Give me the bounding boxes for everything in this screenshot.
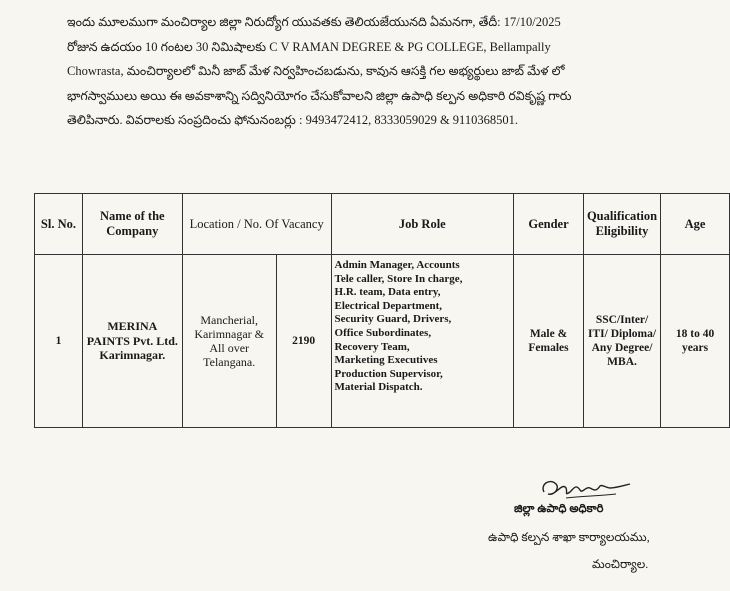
job-role-line: Security Guard, Drivers, bbox=[334, 313, 452, 326]
header-gender: Gender bbox=[514, 194, 584, 255]
job-role-line: Production Supervisor, bbox=[334, 367, 443, 380]
officer-title: జిల్లా ఉపాధి అధికారి bbox=[514, 503, 604, 515]
job-role-line: Office Subordinates, bbox=[334, 326, 432, 339]
header-job-role: Job Role bbox=[331, 194, 514, 255]
table-header-row bbox=[35, 194, 730, 255]
notice-line-1: ఇందు మూలముగా మంచిర్యాల జిల్లా నిరుద్యోగ యువతకు తెలియజేయునది ఏమనగా, తేదీ: 17/10/2025 bbox=[67, 15, 561, 29]
header-sl-no: Sl. No. bbox=[35, 194, 83, 255]
table-row bbox=[35, 255, 730, 428]
notice-line-3: Chowrasta, మంచిర్యాలలో మినీ జాబ్ మేళ నిర్వహించబడును, కావున ఆసక్తి గల అభ్యర్థులు జాబ్ మేళ లో bbox=[67, 64, 565, 78]
office-name: ఉపాధి కల్పన శాఖా కార్యాలయము, bbox=[488, 530, 650, 544]
cell-location: Mancherial, Karimnagar & All over Telangana. bbox=[182, 255, 276, 428]
signature-mark bbox=[536, 474, 636, 502]
job-role-line: Admin Manager, Accounts bbox=[334, 259, 460, 271]
job-mela-table bbox=[34, 193, 730, 428]
cell-company: MERINA PAINTS Pvt. Ltd. Karimnagar. bbox=[82, 255, 182, 428]
job-role-line: Tele caller, Store In charge, bbox=[334, 272, 463, 285]
job-role-line: Electrical Department, bbox=[334, 299, 443, 312]
header-location: Location / No. Of Vacancy bbox=[182, 194, 331, 255]
cell-sl-no: 1 bbox=[35, 255, 83, 428]
job-role-line: Recovery Team, bbox=[334, 340, 410, 353]
header-age: Age bbox=[661, 194, 730, 255]
cell-vacancy: 2190 bbox=[276, 255, 331, 428]
notice-line-5: తెలిపినారు. వివరాలకు సంప్రదించు ఫోనునంబర్లు : 9493472412, 8333059029 & 9110368501. bbox=[67, 113, 518, 127]
cell-qualification: SSC/Inter/ ITI/ Diploma/ Any Degree/ MBA. bbox=[583, 255, 660, 428]
job-role-line: Marketing Executives bbox=[334, 354, 438, 367]
cell-job-roles bbox=[331, 255, 514, 428]
cell-gender: Male & Females bbox=[514, 255, 584, 428]
header-qualification: Qualification Eligibility bbox=[583, 194, 660, 255]
notice-line-4: భాగస్వాములు అయి ఈ అవకాశాన్ని సద్వినియోగం చేసుకోవాలని జిల్లా ఉపాధి కల్పన అధికారి రవికృష్ణ గారు bbox=[67, 88, 572, 103]
notice-line-2: రోజున ఉదయం 10 గంటల 30 నిమిషాలకు C V RAMAN DEGREE & PG COLLEGE, Bellampally bbox=[67, 39, 551, 54]
cell-age: 18 to 40 years bbox=[661, 255, 730, 428]
notice-paragraph bbox=[67, 10, 707, 133]
job-role-line: Material Dispatch. bbox=[334, 381, 423, 394]
header-company: Name of the Company bbox=[82, 194, 182, 255]
office-place: మంచిర్యాల. bbox=[592, 557, 649, 571]
job-role-line: H.R. team, Data entry, bbox=[334, 286, 441, 299]
